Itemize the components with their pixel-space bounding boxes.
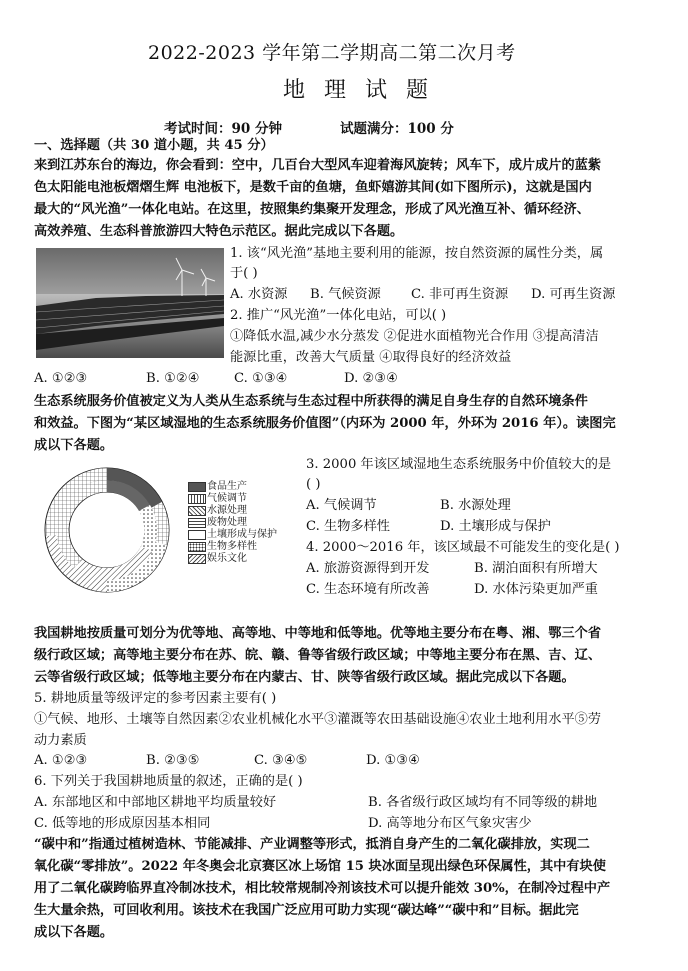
full-score: 试题满分：100 分 [340,121,454,137]
passage3-line: 云等省级行政区域；低等地主要分布在内蒙古、甘、陕等省级行政区域。据此完成以下各题。 [34,670,575,685]
passage4-line: 生大量余热，可回收利用。该技术在我国广泛应用可助力实现“碳达峰”“碳中和”目标。据此完 [34,903,579,918]
legend-swatch [188,494,206,504]
q5-option-d: D. ①③④ [366,753,420,768]
legend-label: 气候调节 [207,493,247,504]
section-heading: 一、选择题（共 30 道小题，共 45 分） [34,138,274,153]
q6-option-c: C. 低等地的形成原因基本相同 [34,816,211,831]
q5-option-b: B. ②③⑤ [146,753,200,768]
q5-option-a: A. ①②③ [34,753,88,768]
q4-option-c: C. 生态环境有所改善 [306,582,430,597]
q4-option-a: A. 旅游资源得到开发 [306,561,430,576]
passage1-line: 色太阳能电池板熠熠生辉 电池板下，是数千亩的鱼塘，鱼虾嬉游其间(如下图所示)，这就是国内 [34,180,592,195]
question-1-cont: 于( ) [230,266,258,281]
q6-option-a: A. 东部地区和中部地区耕地平均质量较好 [34,795,277,810]
q3-option-a: A. 气候调节 [306,498,377,513]
passage2-line: 生态系统服务价值被定义为人类从生态系统与生态过程中所获得的满足自身生存的自然环境条件 [34,394,588,409]
passage1-line: 来到江苏东台的海边，你会看到：空中，几百台大型风车迎着海风旋转；风车下，成片成片的蓝紫 [34,158,602,173]
question-2: 2. 推广“风光渔”一体化电站，可以( ) [230,308,447,323]
passage3-line: 我国耕地按质量可划分为优等地、高等地、中等地和低等地。优等地主要分布在粤、湘、鄂三个省 [34,626,602,641]
legend-label: 生物多样性 [207,541,257,552]
q2-statements: ①降低水温,减少水分蒸发 ②促进水面植物光合作用 ③提高清洁 [230,329,599,344]
q2-option-a: A. ①②③ [34,371,88,386]
legend-label: 水源处理 [207,505,247,516]
legend-swatch [188,530,206,540]
legend-swatch [188,506,206,516]
q3-option-c: C. 生物多样性 [306,519,390,534]
q2-option-d: D. ②③④ [344,371,398,386]
exam-title: 2022-2023 学年第二学期高二第二次月考 [148,42,516,64]
question-4: 4. 2000～2016 年，该区域最不可能发生的变化是( ) [306,540,620,555]
passage2-line: 成以下各题。 [34,438,114,453]
legend-swatch [188,542,206,552]
question-3: 3. 2000 年该区域湿地生态系统服务中价值较大的是 [306,457,612,472]
exam-time: 考试时间：90 分钟 [164,121,282,137]
passage3-line: 级行政区域；高等地主要分布在苏、皖、赣、鲁等省级行政区域；中等地主要分布在黑、吉、辽、 [34,648,602,663]
q1-option-d: D. 可再生资源 [531,287,616,302]
question-5: 5. 耕地质量等级评定的参考因素主要有( ) [34,691,277,706]
q2-option-b: B. ①②④ [146,371,200,386]
passage4-line: 成以下各题。 [34,925,114,940]
legend-swatch [188,482,206,492]
q4-option-b: B. 湖泊面积有所增大 [474,561,598,576]
wetland-service-ring-diagram [34,460,180,600]
q2-option-c: C. ①③④ [234,371,288,386]
q1-option-a: A. 水资源 [230,287,288,302]
passage4-line: “碳中和”指通过植树造林、节能减排、产业调整等形式，抵消自身产生的二氧化碳排放，实现二 [34,837,590,852]
question-1: 1. 该“风光渔”基地主要利用的能源，按自然资源的属性分类，属 [230,246,604,261]
passage1-line: 最大的“风光渔”一体化电站。在这里，按照集约集聚开发理念，形成了风光渔互补、循环经济、 [34,202,590,217]
question-3-cont: ( ) [306,477,321,492]
legend-label: 娱乐文化 [207,553,247,564]
q5-statements: ①气候、地形、土壤等自然因素②农业机械化水平③灌溉等农田基础设施④农业土地利用水平⑤劳 [34,712,602,727]
q2-statements: 能源比重，改善大气质量 ④取得良好的经济效益 [230,350,512,365]
passage2-line: 和效益。下图为“某区域湿地的生态系统服务价值图”（内环为 2000 年，外环为 2016 年）。读图完 [34,416,616,431]
q1-option-b: B. 气候资源 [310,287,381,302]
q5-statements: 动力素质 [34,733,87,748]
question-6: 6. 下列关于我国耕地质量的叙述，正确的是( ) [34,774,303,789]
passage4-line: 用了二氧化碳跨临界直冷制冰技术，相比较常规制冷剂该技术可以提升能效 30%，在制冷过程中产 [34,881,611,896]
legend-label: 食品生产 [207,481,247,492]
q4-option-d: D. 水体污染更加严重 [474,582,598,597]
wind-solar-farm-photo [36,248,224,358]
legend-label: 废物处理 [207,517,247,528]
legend-swatch [188,554,206,564]
legend-label: 土壤形成与保护 [207,529,277,540]
subject-title: 地 理 试 题 [283,78,434,103]
q1-option-c: C. 非可再生资源 [411,287,509,302]
q3-option-d: D. 土壤形成与保护 [440,519,551,534]
passage1-line: 高效养殖、生态科普旅游四大特色示范区。据此完成以下各题。 [34,224,404,239]
legend-swatch [188,518,206,528]
q5-option-c: C. ③④⑤ [254,753,308,768]
passage4-line: 氧化碳“零排放”。2022 年冬奥会北京赛区冰上场馆 15 块冰面呈现出绿色环保属性，其中有块使 [34,859,606,874]
q6-option-b: B. 各省级行政区域均有不同等级的耕地 [368,795,598,810]
q3-option-b: B. 水源处理 [440,498,511,513]
q6-option-d: D. 高等地分布区气象灾害少 [368,816,532,831]
